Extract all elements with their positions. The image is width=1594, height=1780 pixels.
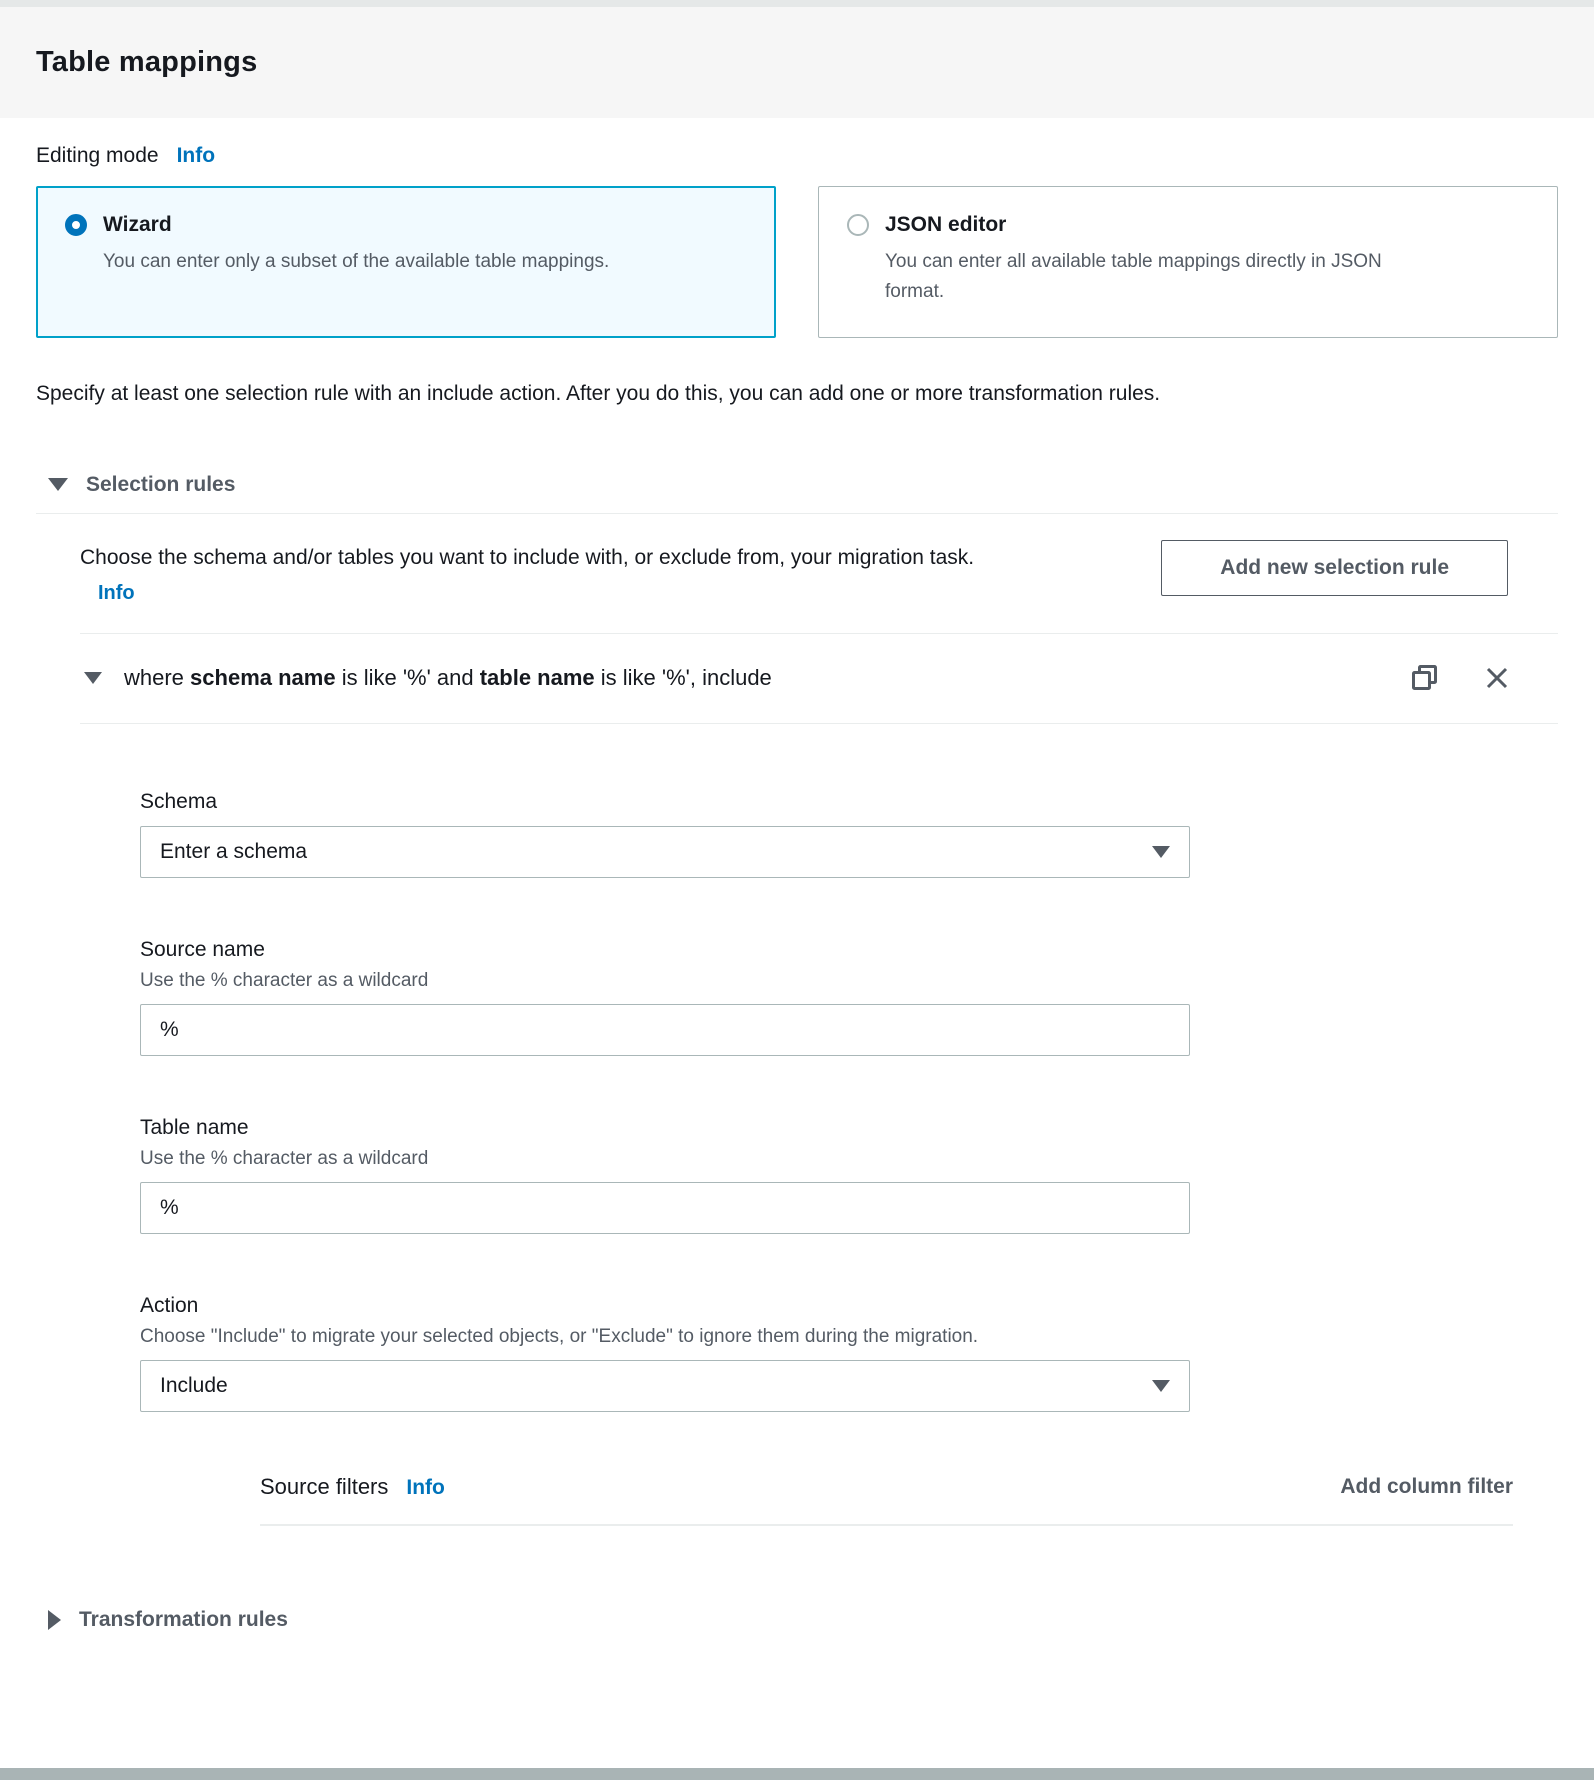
top-strip: [0, 0, 1594, 7]
source-name-label: Source name: [140, 938, 265, 962]
selection-rules-section: [80, 540, 1558, 1526]
add-column-filter-button[interactable]: Add column filter: [1340, 1475, 1513, 1499]
divider: [80, 723, 1558, 724]
caret-down-icon: [84, 672, 102, 684]
editing-mode-options: [36, 186, 1558, 338]
transformation-rules-title: Transformation rules: [79, 1608, 288, 1632]
caret-down-icon: [1152, 846, 1170, 858]
json-editor-radio[interactable]: [847, 214, 869, 236]
bottom-bar: [0, 1768, 1594, 1780]
schema-label: Schema: [140, 790, 218, 814]
schema-select[interactable]: [140, 826, 1190, 878]
wizard-description: You can enter only a subset of the available table mappings.: [103, 251, 610, 272]
table-name-label: Table name: [140, 1116, 249, 1140]
source-name-input[interactable]: [140, 1004, 1190, 1056]
caret-down-icon: [48, 478, 68, 491]
add-selection-rule-button[interactable]: Add new selection rule: [1161, 540, 1508, 596]
source-filters-label: Source filters: [260, 1474, 389, 1500]
transformation-rules-expander[interactable]: [48, 1608, 1558, 1632]
source-filters-row: [260, 1474, 1513, 1500]
intro-text: Specify at least one selection rule with an include action. After you do this, you can add one or more transformation rules.: [36, 382, 1161, 405]
schema-select-value: Enter a schema: [160, 840, 308, 864]
selection-rules-expander[interactable]: [48, 473, 1558, 497]
editing-mode-info-link[interactable]: Info: [176, 144, 216, 167]
rule-actions: [1409, 662, 1558, 693]
editing-mode-row: [36, 144, 1558, 168]
selection-rules-title: Selection rules: [86, 472, 236, 496]
table-mappings-panel: [0, 144, 1594, 1632]
selection-rule-expander-row[interactable]: [80, 634, 1558, 723]
json-editor-title: JSON editor: [885, 213, 1007, 236]
close-icon: [1482, 681, 1512, 696]
action-select-value: Include: [160, 1374, 228, 1398]
source-name-field: [140, 938, 1558, 1056]
duplicate-rule-button[interactable]: [1409, 662, 1440, 693]
table-name-input[interactable]: [140, 1182, 1190, 1234]
page-title: Table mappings: [36, 46, 258, 78]
copy-icon: [1409, 681, 1440, 696]
wizard-mode-card[interactable]: [36, 186, 776, 338]
source-name-helper: Use the % character as a wildcard: [140, 970, 429, 992]
json-editor-mode-card[interactable]: [818, 186, 1558, 338]
schema-field: [140, 790, 1558, 878]
divider: [36, 513, 1558, 514]
selection-rules-info-link[interactable]: Info: [98, 582, 135, 605]
table-name-helper: Use the % character as a wildcard: [140, 1148, 429, 1170]
action-label: Action: [140, 1294, 199, 1318]
action-select[interactable]: [140, 1360, 1190, 1412]
editing-mode-label: Editing mode: [36, 144, 159, 167]
source-filters-info-link[interactable]: Info: [406, 1476, 445, 1500]
caret-down-icon: [1152, 1380, 1170, 1392]
wizard-radio[interactable]: [65, 214, 87, 236]
remove-rule-button[interactable]: [1482, 663, 1512, 693]
caret-right-icon: [48, 1610, 61, 1630]
selection-rule-summary: where schema name is like '%' and table name is like '%', include: [124, 664, 772, 690]
wizard-title: Wizard: [103, 213, 172, 236]
action-helper: Choose "Include" to migrate your selected objects, or "Exclude" to ignore them during the migration.: [140, 1326, 979, 1348]
json-editor-description: You can enter all available table mappings directly in JSON format.: [885, 251, 1382, 303]
page-header: [0, 7, 1594, 118]
selection-rule-form: [140, 790, 1558, 1526]
selection-rules-header-row: [80, 540, 1558, 611]
table-name-field: [140, 1116, 1558, 1234]
action-field: [140, 1294, 1558, 1412]
selection-rules-description: Choose the schema and/or tables you want to include with, or exclude from, your migration task. Info: [80, 545, 975, 605]
divider: [260, 1524, 1513, 1526]
